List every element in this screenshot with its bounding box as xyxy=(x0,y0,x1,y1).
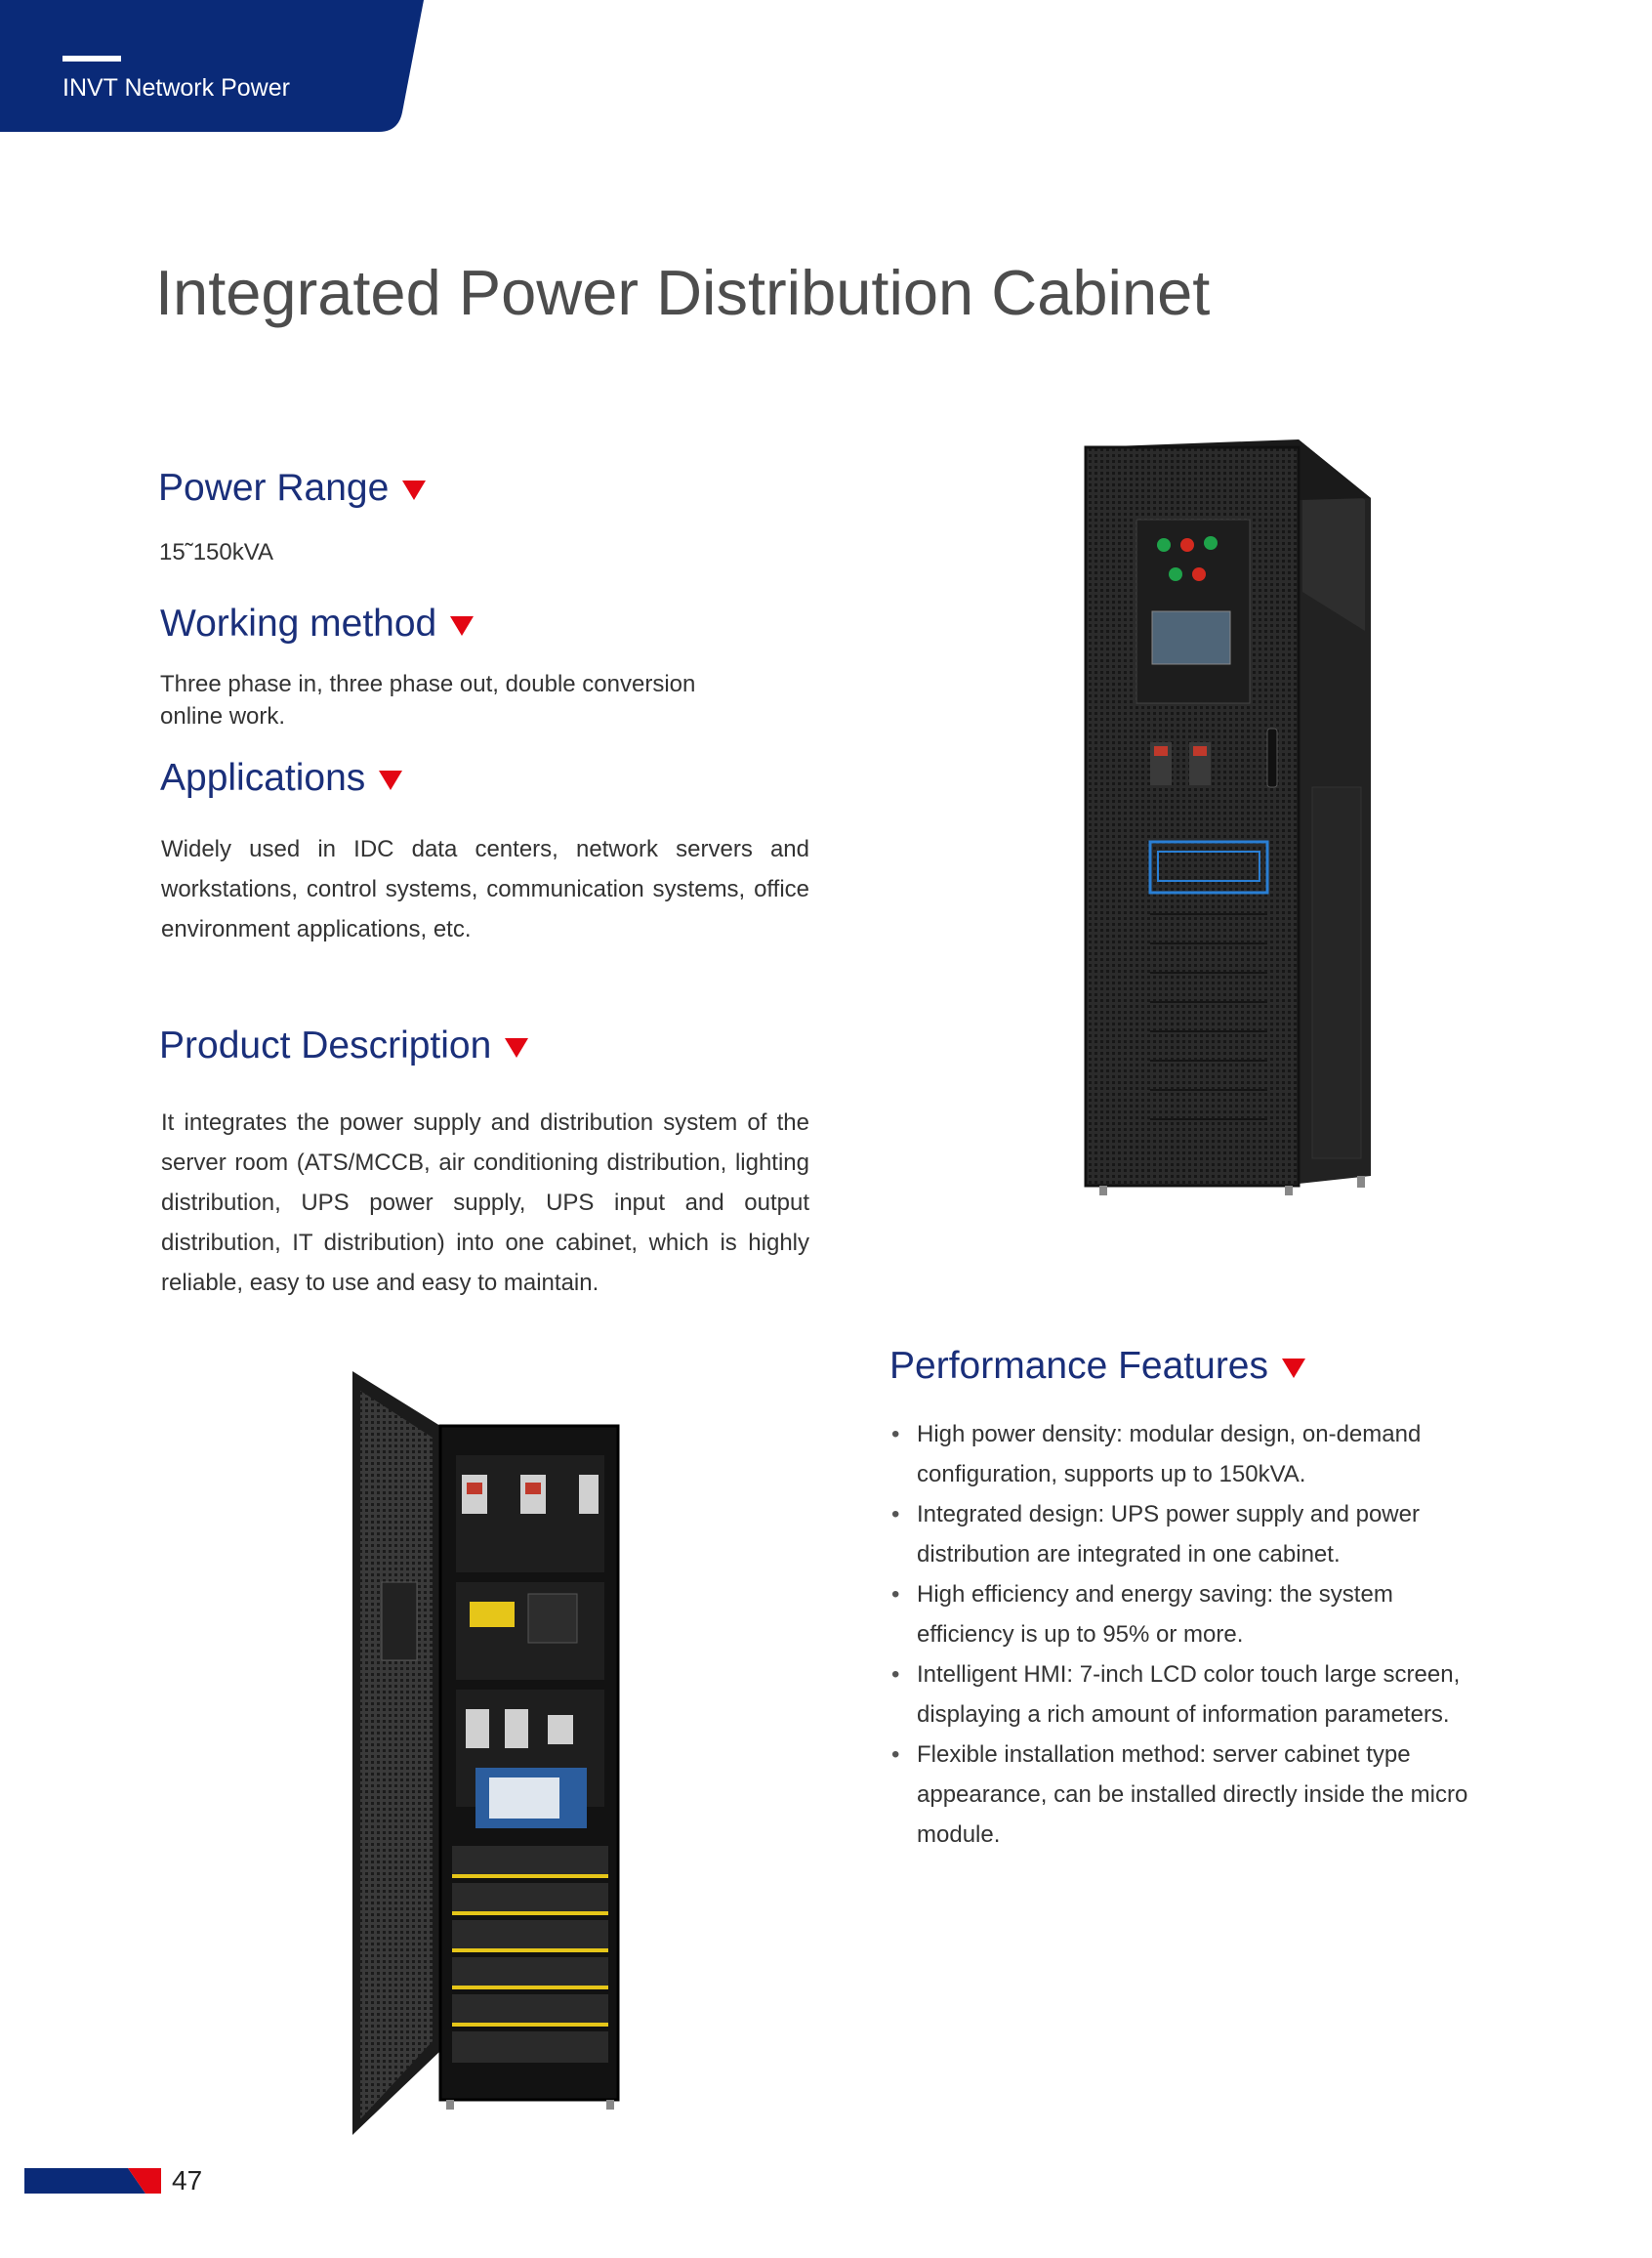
page-number: 47 xyxy=(172,2165,203,2195)
list-item: • Flexible installation method: server cabinet type appearance, can be installed directly inside the micro module. xyxy=(891,1735,1497,1855)
working-method-heading: Working method xyxy=(160,603,474,646)
brand-name: INVT Network Power xyxy=(62,74,290,102)
list-item: • High efficiency and energy saving: the system efficiency is up to 95% or more. xyxy=(891,1574,1497,1654)
performance-features-heading: Performance Features xyxy=(889,1345,1305,1388)
open-cabinet-image xyxy=(347,1367,622,2139)
brand-underline xyxy=(62,56,121,62)
triangle-down-icon xyxy=(402,481,426,500)
power-range-value: 15˜150kVA xyxy=(159,539,273,565)
triangle-down-icon xyxy=(505,1038,528,1058)
triangle-down-icon xyxy=(1282,1359,1305,1378)
list-item: • Intelligent HMI: 7-inch LCD color touch large screen, displaying a rich amount of information parameters. xyxy=(891,1654,1497,1735)
page-title: Integrated Power Distribution Cabinet xyxy=(155,257,1211,328)
triangle-down-icon xyxy=(379,771,402,790)
applications-text: Widely used in IDC data centers, network servers and workstations, control systems, communication systems, office environment applications, etc. xyxy=(161,836,809,942)
closed-cabinet-image xyxy=(1082,436,1381,1197)
power-range-heading: Power Range xyxy=(158,467,426,510)
list-item: • Integrated design: UPS power supply and power distribution are integrated in one cabinet. xyxy=(891,1494,1497,1574)
working-method-text: Three phase in, three phase out, double conversion online work. xyxy=(160,671,696,730)
product-description-text: It integrates the power supply and distribution system of the server room (ATS/MCCB, air conditioning distribution, lighting distribution, UPS power supply, UPS input and output distribution, IT distribution) into one cabinet, which is highly reliable, easy to use and easy to maintain. xyxy=(161,1109,809,1296)
applications-heading: Applications xyxy=(160,757,402,800)
product-description-heading: Product Description xyxy=(159,1024,528,1067)
list-item: • High power density: modular design, on-demand configuration, supports up to 150kVA. xyxy=(891,1414,1497,1494)
triangle-down-icon xyxy=(450,616,474,636)
header-tab xyxy=(0,0,430,132)
footer-bar xyxy=(24,2168,161,2194)
performance-features-list xyxy=(891,1414,1497,1855)
